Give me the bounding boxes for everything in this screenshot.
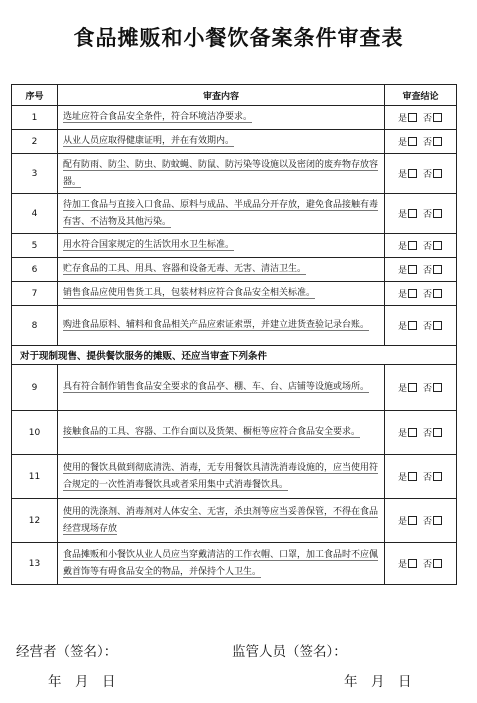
row-number: 13 [12, 543, 58, 585]
section-row [12, 346, 457, 365]
row-content-cell [58, 106, 385, 130]
no-checkbox[interactable] [433, 241, 442, 250]
row-content: 接触食品的工具、容器、工作台面以及货架、橱柜等应符合食品安全要求。 [63, 427, 361, 437]
yes-label: 是 [397, 322, 407, 332]
table-body-food-service [12, 365, 457, 585]
row-number: 5 [12, 234, 58, 258]
header-result: 审查结论 [385, 85, 457, 106]
row-content-cell [58, 258, 385, 282]
row-number: 4 [12, 194, 58, 234]
row-content: 选址应符合食品安全条件，符合环境洁净要求。 [63, 112, 253, 122]
no-checkbox[interactable] [433, 265, 442, 274]
row-result [385, 234, 457, 258]
row-content: 待加工食品与直接入口食品、原料与成品、半成品分开存放，避免食品接触有毒有害、不洁物及其他污染。 [63, 199, 379, 227]
row-content-cell [58, 194, 385, 234]
no-label: 否 [423, 210, 433, 220]
no-label: 否 [423, 290, 433, 300]
no-checkbox[interactable] [433, 472, 442, 481]
yes-checkbox[interactable] [408, 241, 417, 250]
row-content: 配有防雨、防尘、防虫、防蚊蝇、防鼠、防污染等设施以及密闭的废弃物存放容器。 [63, 159, 379, 187]
table-body-general [12, 106, 457, 346]
table-row [12, 130, 457, 154]
row-result [385, 194, 457, 234]
no-checkbox[interactable] [433, 559, 442, 568]
table-row [12, 499, 457, 543]
row-content-cell [58, 306, 385, 346]
table-row [12, 411, 457, 455]
yes-label: 是 [397, 210, 407, 220]
row-content-cell [58, 282, 385, 306]
row-number: 11 [12, 455, 58, 499]
row-number: 12 [12, 499, 58, 543]
table-row [12, 234, 457, 258]
table-row [12, 543, 457, 585]
yes-label: 是 [397, 429, 407, 439]
row-number: 8 [12, 306, 58, 346]
no-checkbox[interactable] [433, 169, 442, 178]
review-table [11, 84, 457, 585]
table-row [12, 282, 457, 306]
no-checkbox[interactable] [433, 321, 442, 330]
row-result [385, 282, 457, 306]
section-title: 对于现制现售、提供餐饮服务的摊贩、还应当审查下列条件 [12, 346, 457, 365]
yes-label: 是 [397, 290, 407, 300]
no-label: 否 [423, 114, 433, 124]
no-label: 否 [423, 266, 433, 276]
row-result [385, 365, 457, 411]
no-checkbox[interactable] [433, 209, 442, 218]
row-number: 7 [12, 282, 58, 306]
no-checkbox[interactable] [433, 516, 442, 525]
row-result [385, 106, 457, 130]
row-result [385, 499, 457, 543]
header-no: 序号 [12, 85, 58, 106]
no-label: 否 [423, 322, 433, 332]
yes-label: 是 [397, 138, 407, 148]
table-header-row [12, 85, 457, 106]
yes-checkbox[interactable] [408, 137, 417, 146]
row-number: 9 [12, 365, 58, 411]
no-checkbox[interactable] [433, 137, 442, 146]
no-checkbox[interactable] [433, 113, 442, 122]
row-content: 具有符合制作销售食品安全要求的食品亭、棚、车、台、店铺等设施或场所。 [63, 382, 370, 392]
yes-checkbox[interactable] [408, 289, 417, 298]
yes-label: 是 [397, 517, 407, 527]
supervisor-date: 年 月 日 [344, 674, 412, 690]
yes-checkbox[interactable] [408, 559, 417, 568]
no-label: 否 [423, 517, 433, 527]
no-checkbox[interactable] [433, 289, 442, 298]
row-content: 购进食品原料、辅料和食品相关产品应索证索票，并建立进货查验记录台账。 [63, 320, 370, 330]
row-number: 2 [12, 130, 58, 154]
row-content-cell [58, 411, 385, 455]
yes-label: 是 [397, 114, 407, 124]
row-content-cell [58, 455, 385, 499]
row-result [385, 411, 457, 455]
row-content-cell [58, 234, 385, 258]
yes-checkbox[interactable] [408, 265, 417, 274]
yes-checkbox[interactable] [408, 113, 417, 122]
no-label: 否 [423, 384, 433, 394]
row-result [385, 258, 457, 282]
yes-checkbox[interactable] [408, 209, 417, 218]
row-result [385, 455, 457, 499]
table-row [12, 106, 457, 130]
operator-signature-label: 经营者（签名）： [16, 644, 118, 660]
table-row [12, 306, 457, 346]
row-content: 从业人员应取得健康证明，并在有效期内。 [63, 136, 235, 146]
no-label: 否 [423, 429, 433, 439]
supervisor-signature-label: 监管人员（签名）： [232, 644, 347, 660]
yes-checkbox[interactable] [408, 472, 417, 481]
no-label: 否 [423, 170, 433, 180]
row-content: 贮存食品的工具、用具、容器和设备无毒、无害、清洁卫生。 [63, 264, 307, 274]
row-content: 销售食品应使用售货工具，包装材料应符合食品安全相关标准。 [63, 288, 316, 298]
row-result [385, 543, 457, 585]
header-content: 审查内容 [58, 85, 385, 106]
row-content: 使用的洗涤剂、消毒剂对人体安全、无害，杀虫剂等应当妥善保管，不得在食品经营现场存放 [63, 506, 379, 534]
row-content-cell [58, 130, 385, 154]
no-checkbox[interactable] [433, 383, 442, 392]
no-label: 否 [423, 560, 433, 570]
row-content-cell [58, 543, 385, 585]
row-result [385, 154, 457, 194]
row-number: 10 [12, 411, 58, 455]
yes-label: 是 [397, 266, 407, 276]
table-row [12, 154, 457, 194]
row-content: 食品摊贩和小餐饮从业人员应当穿戴清洁的工作衣帽、口罩，加工食品时不应佩戴首饰等有碍食品安全的物品，并保持个人卫生。 [63, 549, 379, 577]
operator-date: 年 月 日 [48, 674, 116, 690]
row-result [385, 130, 457, 154]
yes-label: 是 [397, 242, 407, 252]
row-content-cell [58, 154, 385, 194]
yes-checkbox[interactable] [408, 383, 417, 392]
yes-checkbox[interactable] [408, 428, 417, 437]
yes-label: 是 [397, 560, 407, 570]
yes-label: 是 [397, 473, 407, 483]
row-content-cell [58, 365, 385, 411]
row-number: 6 [12, 258, 58, 282]
table-row [12, 258, 457, 282]
table-row [12, 455, 457, 499]
yes-label: 是 [397, 384, 407, 394]
page-title: 食品摊贩和小餐饮备案条件审查表 [73, 26, 404, 50]
yes-checkbox[interactable] [408, 321, 417, 330]
row-number: 1 [12, 106, 58, 130]
row-number: 3 [12, 154, 58, 194]
row-content: 使用的餐饮具做到彻底清洗、消毒，无专用餐饮具清洗消毒设施的，应当使用符合规定的一次性消毒餐饮具或者采用集中式消毒餐饮具。 [63, 462, 379, 490]
yes-checkbox[interactable] [408, 169, 417, 178]
table-row [12, 365, 457, 411]
yes-label: 是 [397, 170, 407, 180]
row-result [385, 306, 457, 346]
table-row [12, 194, 457, 234]
row-content: 用水符合国家规定的生活饮用水卫生标准。 [63, 240, 235, 250]
no-checkbox[interactable] [433, 428, 442, 437]
yes-checkbox[interactable] [408, 516, 417, 525]
no-label: 否 [423, 242, 433, 252]
no-label: 否 [423, 473, 433, 483]
row-content-cell [58, 499, 385, 543]
no-label: 否 [423, 138, 433, 148]
